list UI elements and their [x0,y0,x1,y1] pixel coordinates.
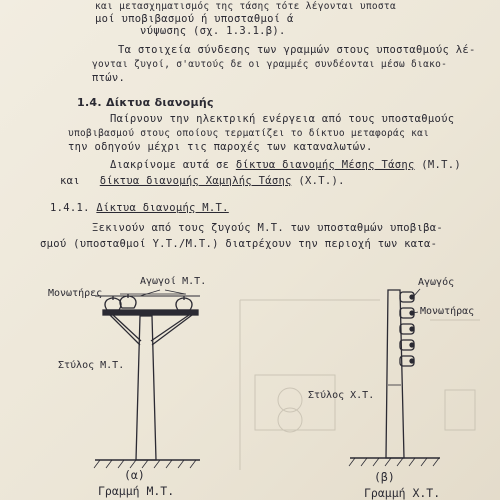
label-lv-insulator: Μονωτήρας [420,306,475,317]
subsection-number: 1.4.1. [50,202,90,214]
para3-lead: Διακρίνομε αυτά σε [110,159,230,171]
label-mv-insulators: Μονωτήρες [48,288,103,299]
caption-b-letter: (β) [374,470,395,484]
text-top-line-1: και μετασχηματισμός της τάσης τότε λέγονται υποστα [95,1,396,12]
abbr-mt: (Μ.Τ.) [421,159,461,171]
label-lv-pole: Στύλος Χ.Τ. [308,390,375,401]
caption-b-title: Γραμμή Χ.Τ. [364,486,441,500]
term-low-voltage: δίκτυα διανομής Χαμηλής Τάσης [99,175,292,187]
mv-pole-drawing [94,290,200,468]
section-number: 1.4. [77,96,102,109]
para3-and: και [60,175,80,187]
para1-line-2: γονται ζυγοί, σ'αυτούς δε οι γραμμές συνδέονται μέσω διακο- [92,59,448,70]
para4-line-2: σμού (υποσταθμοί Υ.Τ./Μ.Τ.) διατρέχουν την περιοχή των κατα- [40,238,438,250]
para4-line-1: Ξεκινούν από τους ζυγούς Μ.Τ. των υποσταθμών υποβιβα- [92,222,443,234]
label-lv-conductor: Αγωγός [418,277,455,288]
section-title: Δίκτυα διανομής [106,96,214,109]
abbr-xt: (Χ.Τ.). [298,175,345,187]
para2-line-2: υποβιβασμού στους οποίους τερματίζει το δίκτυο μεταφοράς και [68,128,430,139]
para1-line-3: πτών. [92,72,126,84]
term-medium-voltage: δίκτυα διανομής Μέσης Τάσης [235,159,415,171]
para2-line-3: την οδηγούν μέχρι τις παροχές των καταναλωτών. [68,141,373,153]
faint-schematic [240,300,480,470]
mv-crossarm [103,310,198,315]
text-top-line-3: νύψωσης (σχ. 1.3.1.β). [140,25,286,37]
caption-a-title: Γραμμή Μ.Τ. [98,484,175,498]
label-mv-pole: Στύλος Μ.Τ. [58,360,125,371]
para1-line-1: Τα στοιχεία σύνδεσης των γραμμών στους υποσταθμούς λέ- [118,44,476,56]
subsection-title: Δίκτυα διανομής Μ.Τ. [96,202,229,214]
label-mv-conductors: Αγωγοί Μ.Τ. [140,276,207,287]
para2-line-1: Παίρνουν την ηλεκτρική ενέργεια από τους υποσταθμούς [110,113,455,125]
text-top-line-2: μοί υποβιβασμού ή υποσταθμοί ά [95,13,294,25]
caption-a-letter: (α) [124,468,145,482]
